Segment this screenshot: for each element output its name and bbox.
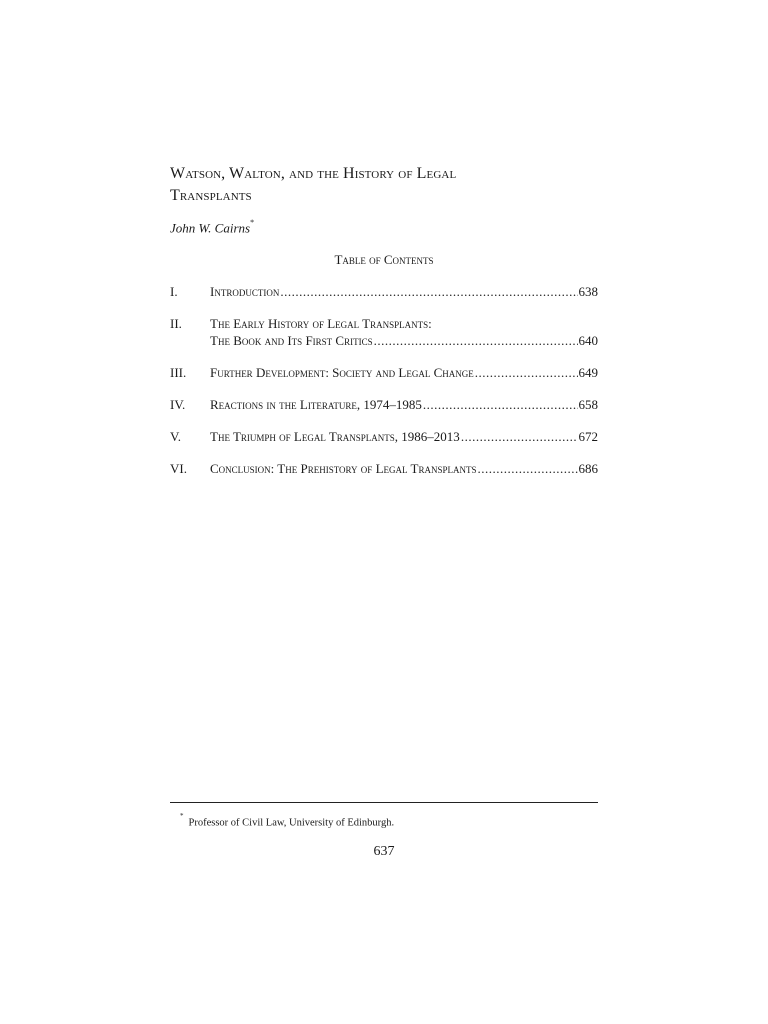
toc-entry-title: Introduction bbox=[210, 284, 280, 299]
toc-entry-number: II. bbox=[170, 316, 182, 331]
toc-entry-5 bbox=[170, 428, 598, 445]
toc-entry-page: 649 bbox=[578, 365, 598, 380]
article-title-line-1: Watson, Walton, and the History of Legal bbox=[170, 165, 457, 182]
toc-leader-dots bbox=[374, 332, 578, 349]
toc-entry-title: Further Development: Society and Legal Change bbox=[210, 365, 474, 380]
toc-entry-title: Conclusion: The Prehistory of Legal Transplants bbox=[210, 461, 477, 476]
author-byline bbox=[170, 220, 254, 236]
toc-heading: Table of Contents bbox=[334, 252, 434, 267]
toc-entry-number: III. bbox=[170, 365, 187, 380]
toc-entry-title: The Early History of Legal Transplants: bbox=[210, 316, 432, 331]
toc-entry-1 bbox=[170, 283, 598, 300]
toc-entry-number: IV. bbox=[170, 397, 186, 412]
toc-entry-number: I. bbox=[170, 284, 178, 299]
article-title-line-2: Transplants bbox=[170, 187, 252, 204]
toc-entry-number: VI. bbox=[170, 461, 187, 476]
footnote-divider bbox=[170, 802, 598, 803]
toc-entry-6 bbox=[170, 460, 598, 477]
table-of-contents bbox=[170, 283, 598, 492]
author-name: John W. Cairns bbox=[170, 220, 251, 236]
toc-entry-page: 672 bbox=[578, 429, 598, 444]
toc-leader-dots bbox=[461, 428, 578, 445]
footnote bbox=[180, 812, 395, 829]
footnote-marker: * bbox=[180, 812, 184, 820]
toc-entry-title: The Triumph of Legal Transplants, 1986–2013 bbox=[210, 429, 460, 444]
toc-entry-page: 640 bbox=[578, 333, 598, 348]
page-number: 637 bbox=[373, 844, 395, 859]
toc-entry-page: 658 bbox=[578, 397, 598, 412]
toc-leader-dots bbox=[477, 460, 577, 477]
footnote-text: Professor of Civil Law, University of Edinburgh. bbox=[188, 817, 395, 829]
author-footnote-marker: * bbox=[250, 218, 255, 227]
toc-entry-4 bbox=[170, 396, 598, 413]
toc-leader-dots bbox=[423, 396, 578, 413]
toc-leader-dots bbox=[280, 283, 577, 300]
toc-entry-3 bbox=[170, 364, 598, 381]
toc-entry-title-continued: The Book and Its First Critics bbox=[210, 333, 373, 348]
toc-entry-page: 686 bbox=[578, 461, 598, 476]
toc-entry-page: 638 bbox=[578, 284, 598, 299]
toc-entry-2 bbox=[170, 315, 598, 349]
toc-leader-dots bbox=[475, 364, 578, 381]
article-title bbox=[170, 163, 600, 207]
toc-entry-number: V. bbox=[170, 429, 181, 444]
toc-entry-title: Reactions in the Literature, 1974–1985 bbox=[210, 397, 422, 412]
